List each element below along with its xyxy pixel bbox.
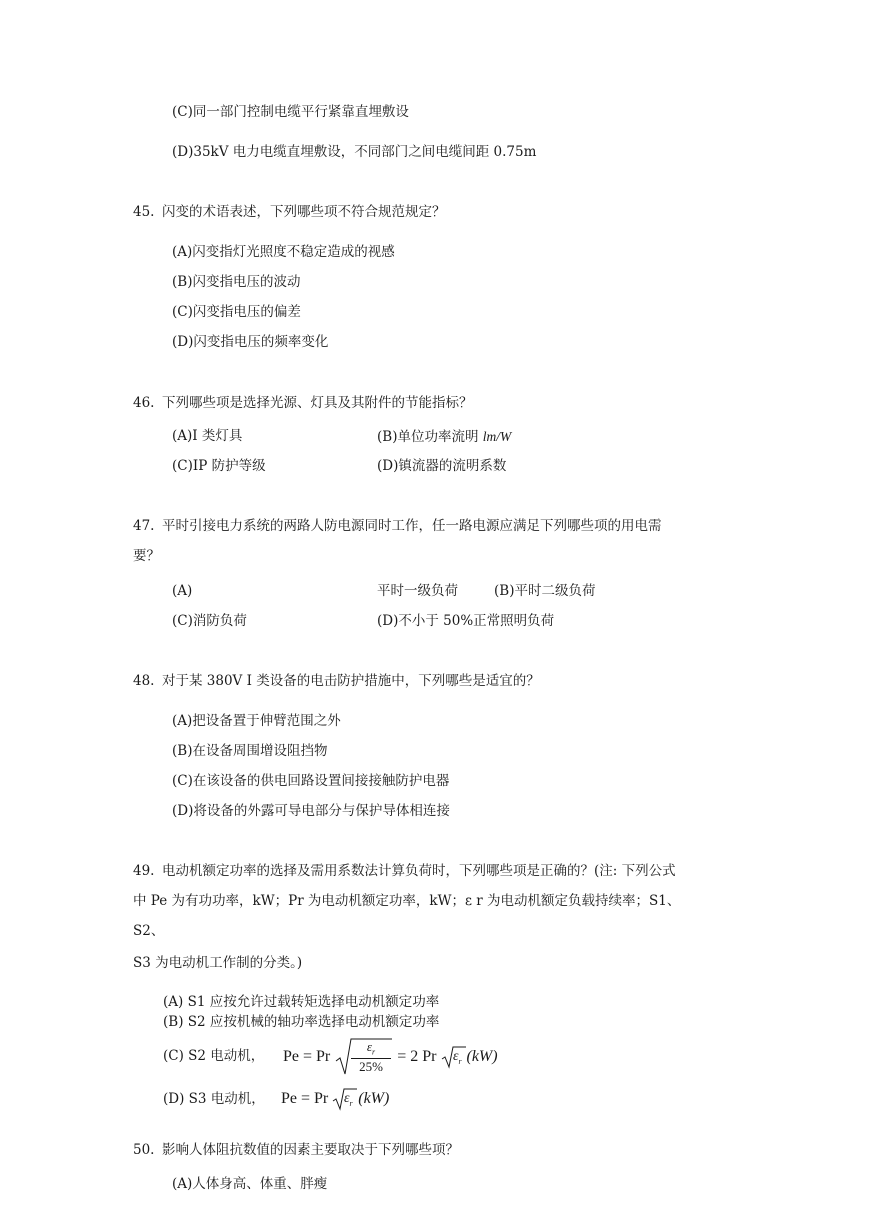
q49-formula-d-sub: r (349, 1098, 353, 1108)
q49-formula-d-unit: (kW) (358, 1090, 390, 1107)
q49-formula-d (281, 1087, 389, 1111)
q47-stem-line2: 要？ (133, 548, 160, 564)
q49-formula-c-eps2: ε (452, 1049, 459, 1064)
q46-option-b (377, 430, 511, 445)
q49-formula-c-unit: (kW) (466, 1048, 498, 1065)
q47-option-a-label: (A) (172, 583, 193, 599)
q49-stem-line3: S2、 (133, 923, 165, 939)
q50-stem: 影响人体阻抗数值的因素主要取决于下列哪些项？ (162, 1142, 459, 1158)
q44-option-c: (C)同一部门控制电缆平行紧靠直埋敷设 (172, 104, 409, 120)
q47-number: 47. (133, 518, 155, 534)
q50-number: 50. (133, 1142, 155, 1158)
q49-stem-line4: S3 为电动机工作制的分类。) (133, 955, 303, 971)
q49-formula-d-eps: ε (344, 1091, 350, 1106)
q46-option-a: (A)I 类灯具 (172, 428, 243, 444)
q46-number: 46. (133, 395, 155, 411)
q45-number: 45. (133, 204, 155, 220)
q49-formula-c-sub: r (372, 1047, 376, 1057)
q48-option-c: (C)在该设备的供电回路设置间接接触防护电器 (172, 773, 450, 789)
q45-option-c: (C)闪变指电压的偏差 (172, 304, 301, 320)
q45-option-b: (B)闪变指电压的波动 (172, 274, 301, 290)
q46-option-b-unit: lm/W (482, 429, 512, 444)
q45-stem: 闪变的术语表述，下列哪些项不符合规范规定？ (162, 204, 446, 220)
q47-stem-line1: 平时引接电力系统的两路人防电源同时工作，任一路电源应满足下列哪些项的用电需 (162, 518, 662, 534)
q50-option-a: (A)人体身高、体重、胖瘦 (172, 1176, 328, 1192)
q48-stem: 对于某 380V I 类设备的电击防护措施中，下列哪些是适宜的？ (162, 673, 540, 689)
q49-number: 49. (133, 863, 155, 879)
q49-formula-c-radical-1 (335, 1037, 393, 1077)
q49-formula-c-rhs: = 2 Pr (397, 1048, 437, 1065)
q49-formula-d-radical (332, 1087, 358, 1111)
q46-option-c: (C)IP 防护等级 (172, 458, 266, 474)
q49-formula-c-denominator: 25% (359, 1058, 384, 1074)
q46-stem: 下列哪些项是选择光源、灯具及其附件的节能指标？ (162, 395, 473, 411)
q49-formula-c-eps: ε (367, 1040, 373, 1054)
q49-option-a: (A) S1 应按允许过载转矩选择电动机额定功率 (163, 994, 440, 1010)
q49-formula-c-radical-2 (441, 1045, 467, 1069)
q46-option-d: (D)镇流器的流明系数 (377, 458, 507, 474)
q49-option-d: (D) S3 电动机， (163, 1091, 265, 1107)
q49-stem-line1: 电动机额定功率的选择及需用系数法计算负荷时，下列哪些项是正确的？(注: 下列公式 (162, 863, 676, 879)
q49-formula-c (283, 1037, 498, 1077)
q48-option-b: (B)在设备周围增设阻挡物 (172, 743, 328, 759)
q47-option-c: (C)消防负荷 (172, 613, 247, 629)
q47-option-a-text: 平时一级负荷 (377, 583, 458, 599)
q45-option-d: (D)闪变指电压的频率变化 (172, 334, 329, 350)
q48-option-a: (A)把设备置于伸臂范围之外 (172, 713, 341, 729)
q46-option-b-text: (B)单位功率流明 (377, 429, 479, 445)
q47-option-d: (D)不小于 50%正常照明负荷 (377, 613, 555, 629)
q49-option-c: (C) S2 电动机， (163, 1048, 265, 1064)
q49-formula-c-lhs: Pe = Pr (283, 1048, 331, 1065)
q48-number: 48. (133, 673, 155, 689)
q49-stem-line2: 中 Pe 为有功功率，kW；Pr 为电动机额定功率，kW；ε r 为电动机额定负载持续率；S1、 (133, 893, 681, 909)
q49-formula-d-lhs: Pe = Pr (281, 1090, 329, 1107)
q49-formula-c-sub2: r (458, 1056, 462, 1066)
q48-option-d: (D)将设备的外露可导电部分与保护导体相连接 (172, 803, 450, 819)
q44-option-d: (D)35kV 电力电缆直埋敷设，不同部门之间电缆间距 0.75m (172, 144, 537, 160)
q45-option-a: (A)闪变指灯光照度不稳定造成的视感 (172, 244, 395, 260)
q47-option-b: (B)平时二级负荷 (494, 583, 596, 599)
q49-option-b: (B) S2 应按机械的轴功率选择电动机额定功率 (163, 1014, 440, 1030)
